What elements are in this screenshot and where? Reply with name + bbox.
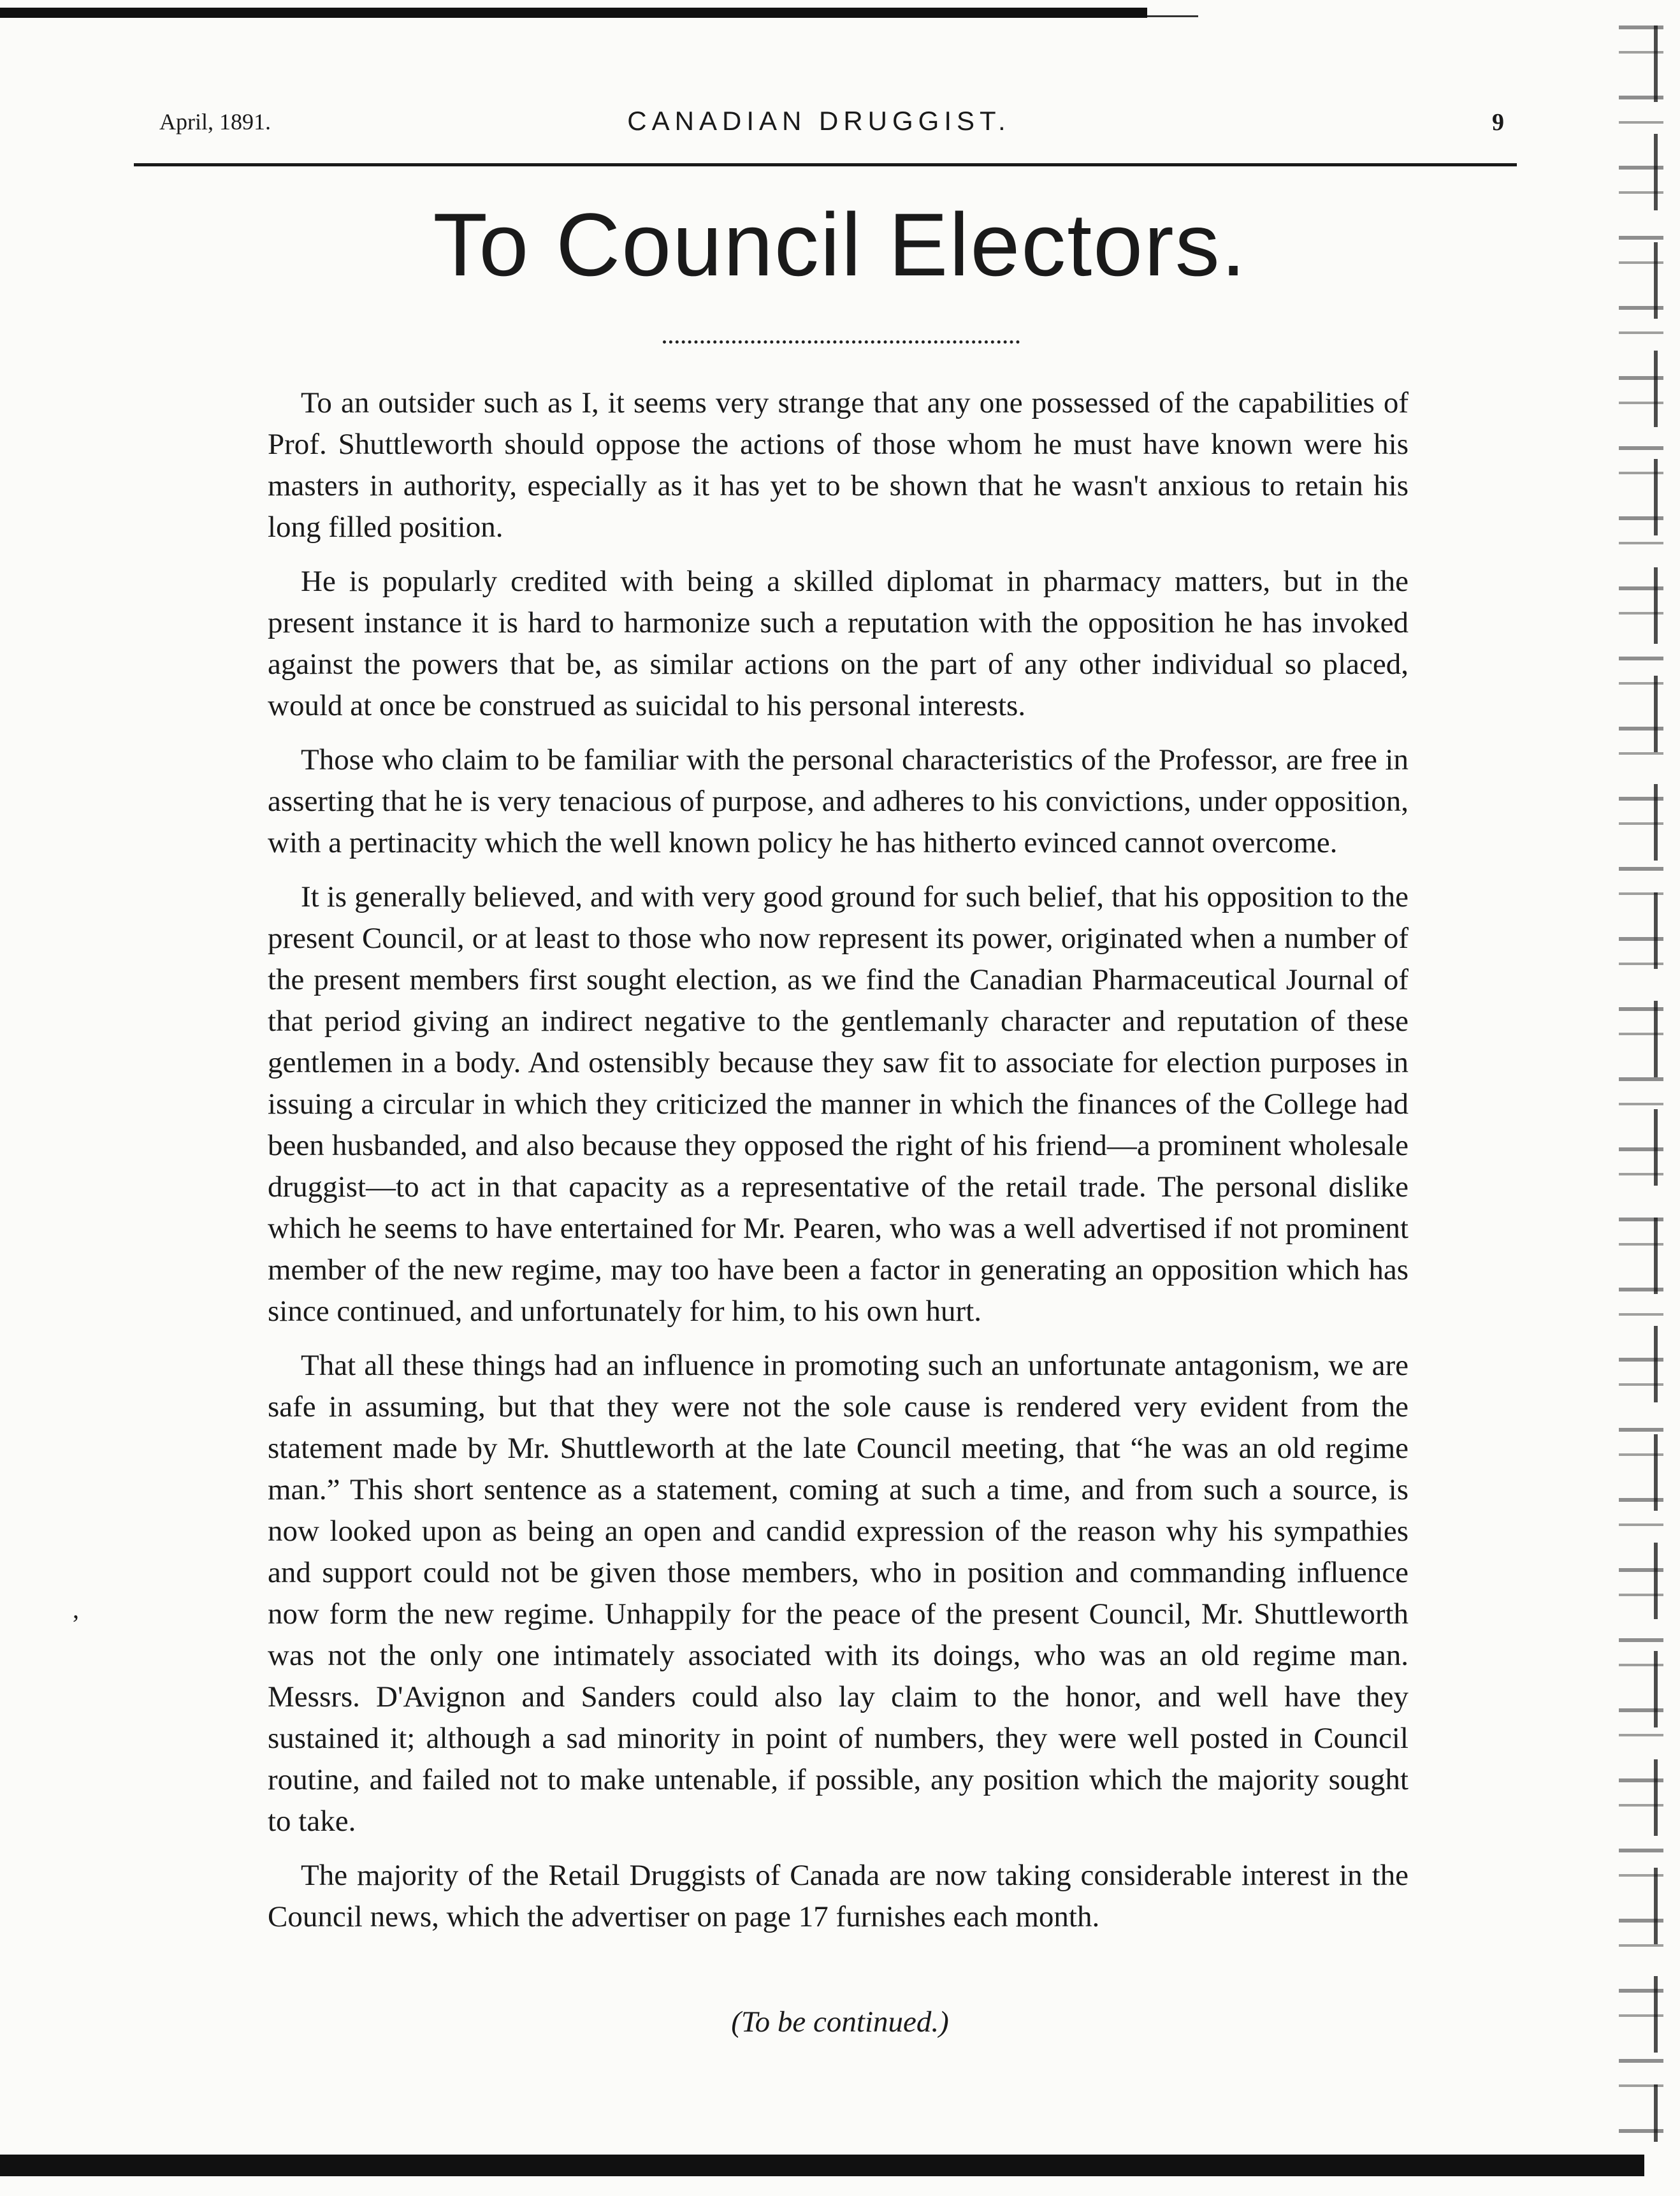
margin-mark: ʼ	[71, 1610, 80, 1638]
continuation-note: (To be continued.)	[731, 2005, 949, 2039]
page-edge-line	[1654, 25, 1658, 2142]
paragraph-6: The majority of the Retail Druggists of Canada are now taking considerable interest in the Council news, which the advertiser on page 17 furnishes each month.	[268, 1859, 1408, 1933]
paragraph-3: Those who claim to be familiar with the personal characteristics of the Professor, are free in asserting that he is very tenacious of purpose, and adheres to his convictions, under opposition, with a pertinacity which the well known policy he has hitherto evinced cannot overcome.	[268, 743, 1408, 859]
page-number: 9	[1492, 109, 1504, 136]
article-body	[268, 382, 1408, 1951]
title-dotted-rule	[663, 340, 1020, 347]
top-border-rule	[0, 8, 1147, 18]
publication-name: CANADIAN DRUGGIST.	[627, 106, 1011, 136]
paragraph-1: To an outsider such as I, it seems very strange that any one possessed of the capabilities of Prof. Shuttleworth should oppose the actions of those whom he must have known were his masters in authority, especially as it has yet to be shown that he wasn't anxious to retain his long filled position.	[268, 386, 1408, 544]
running-header	[134, 102, 1504, 147]
top-border-tail	[1147, 15, 1198, 17]
paragraph-2: He is popularly credited with being a skilled diplomat in pharmacy matters, but in the present instance it is hard to harmonize such a reputation with the opposition he has invoked against the powers that be, as similar actions on the part of any other individual so placed, would at once be construed as suicidal to his personal interests.	[268, 565, 1408, 722]
paragraph-4: It is generally believed, and with very good ground for such belief, that his opposition to the present Council, or at least to those who now represent its power, originated when a number of the present members first sought election, as we find the Canadian Pharmaceutical Journal of that period giving an indirect negative to the gentlemanly character and reputation of these gentlemen in a body. And ostensibly because they saw fit to associate for election purposes in issuing a circular in which they criticized the manner in which the finances of the College had been husbanded, and also because they opposed the right of his friend—a prominent wholesale druggist—to act in that capacity as a representative of the retail trade. The personal dislike which he seems to have entertained for Mr. Pearen, who was a well advertised if not prominent member of the new regime, may too have been a factor in generating an opposition which has since continued, and unfortunately for him, to his own hurt.	[268, 880, 1408, 1328]
article-title: To Council Electors.	[433, 194, 1247, 294]
issue-date: April, 1891.	[159, 109, 271, 135]
header-rule	[134, 163, 1517, 166]
paragraph-5: That all these things had an influence in promoting such an unfortunate antagonism, we are safe in assuming, but that they were not the sole cause is rendered very evident from the statement made by Mr. Shuttleworth at the late Council meeting, that “he was an old regime man.” This short sentence as a statement, coming at such a time, and from such a source, is now looked upon as being an open and candid expression of the reason why his sympathies and support could not be given those members, who in position and commanding influence now form the new regime. Unhappily for the peace of the present Council, Mr. Shuttleworth was not the only one intimately associated with its doings, who was an old regime man. Messrs. D'Avignon and Sanders could also lay claim to the honor, and well have they sustained it; although a sad minority in point of numbers, they were well posted in Council routine, and failed not to make untenable, if possible, any position which the majority sought to take.	[268, 1349, 1408, 1838]
bottom-border-rule	[0, 2155, 1644, 2176]
